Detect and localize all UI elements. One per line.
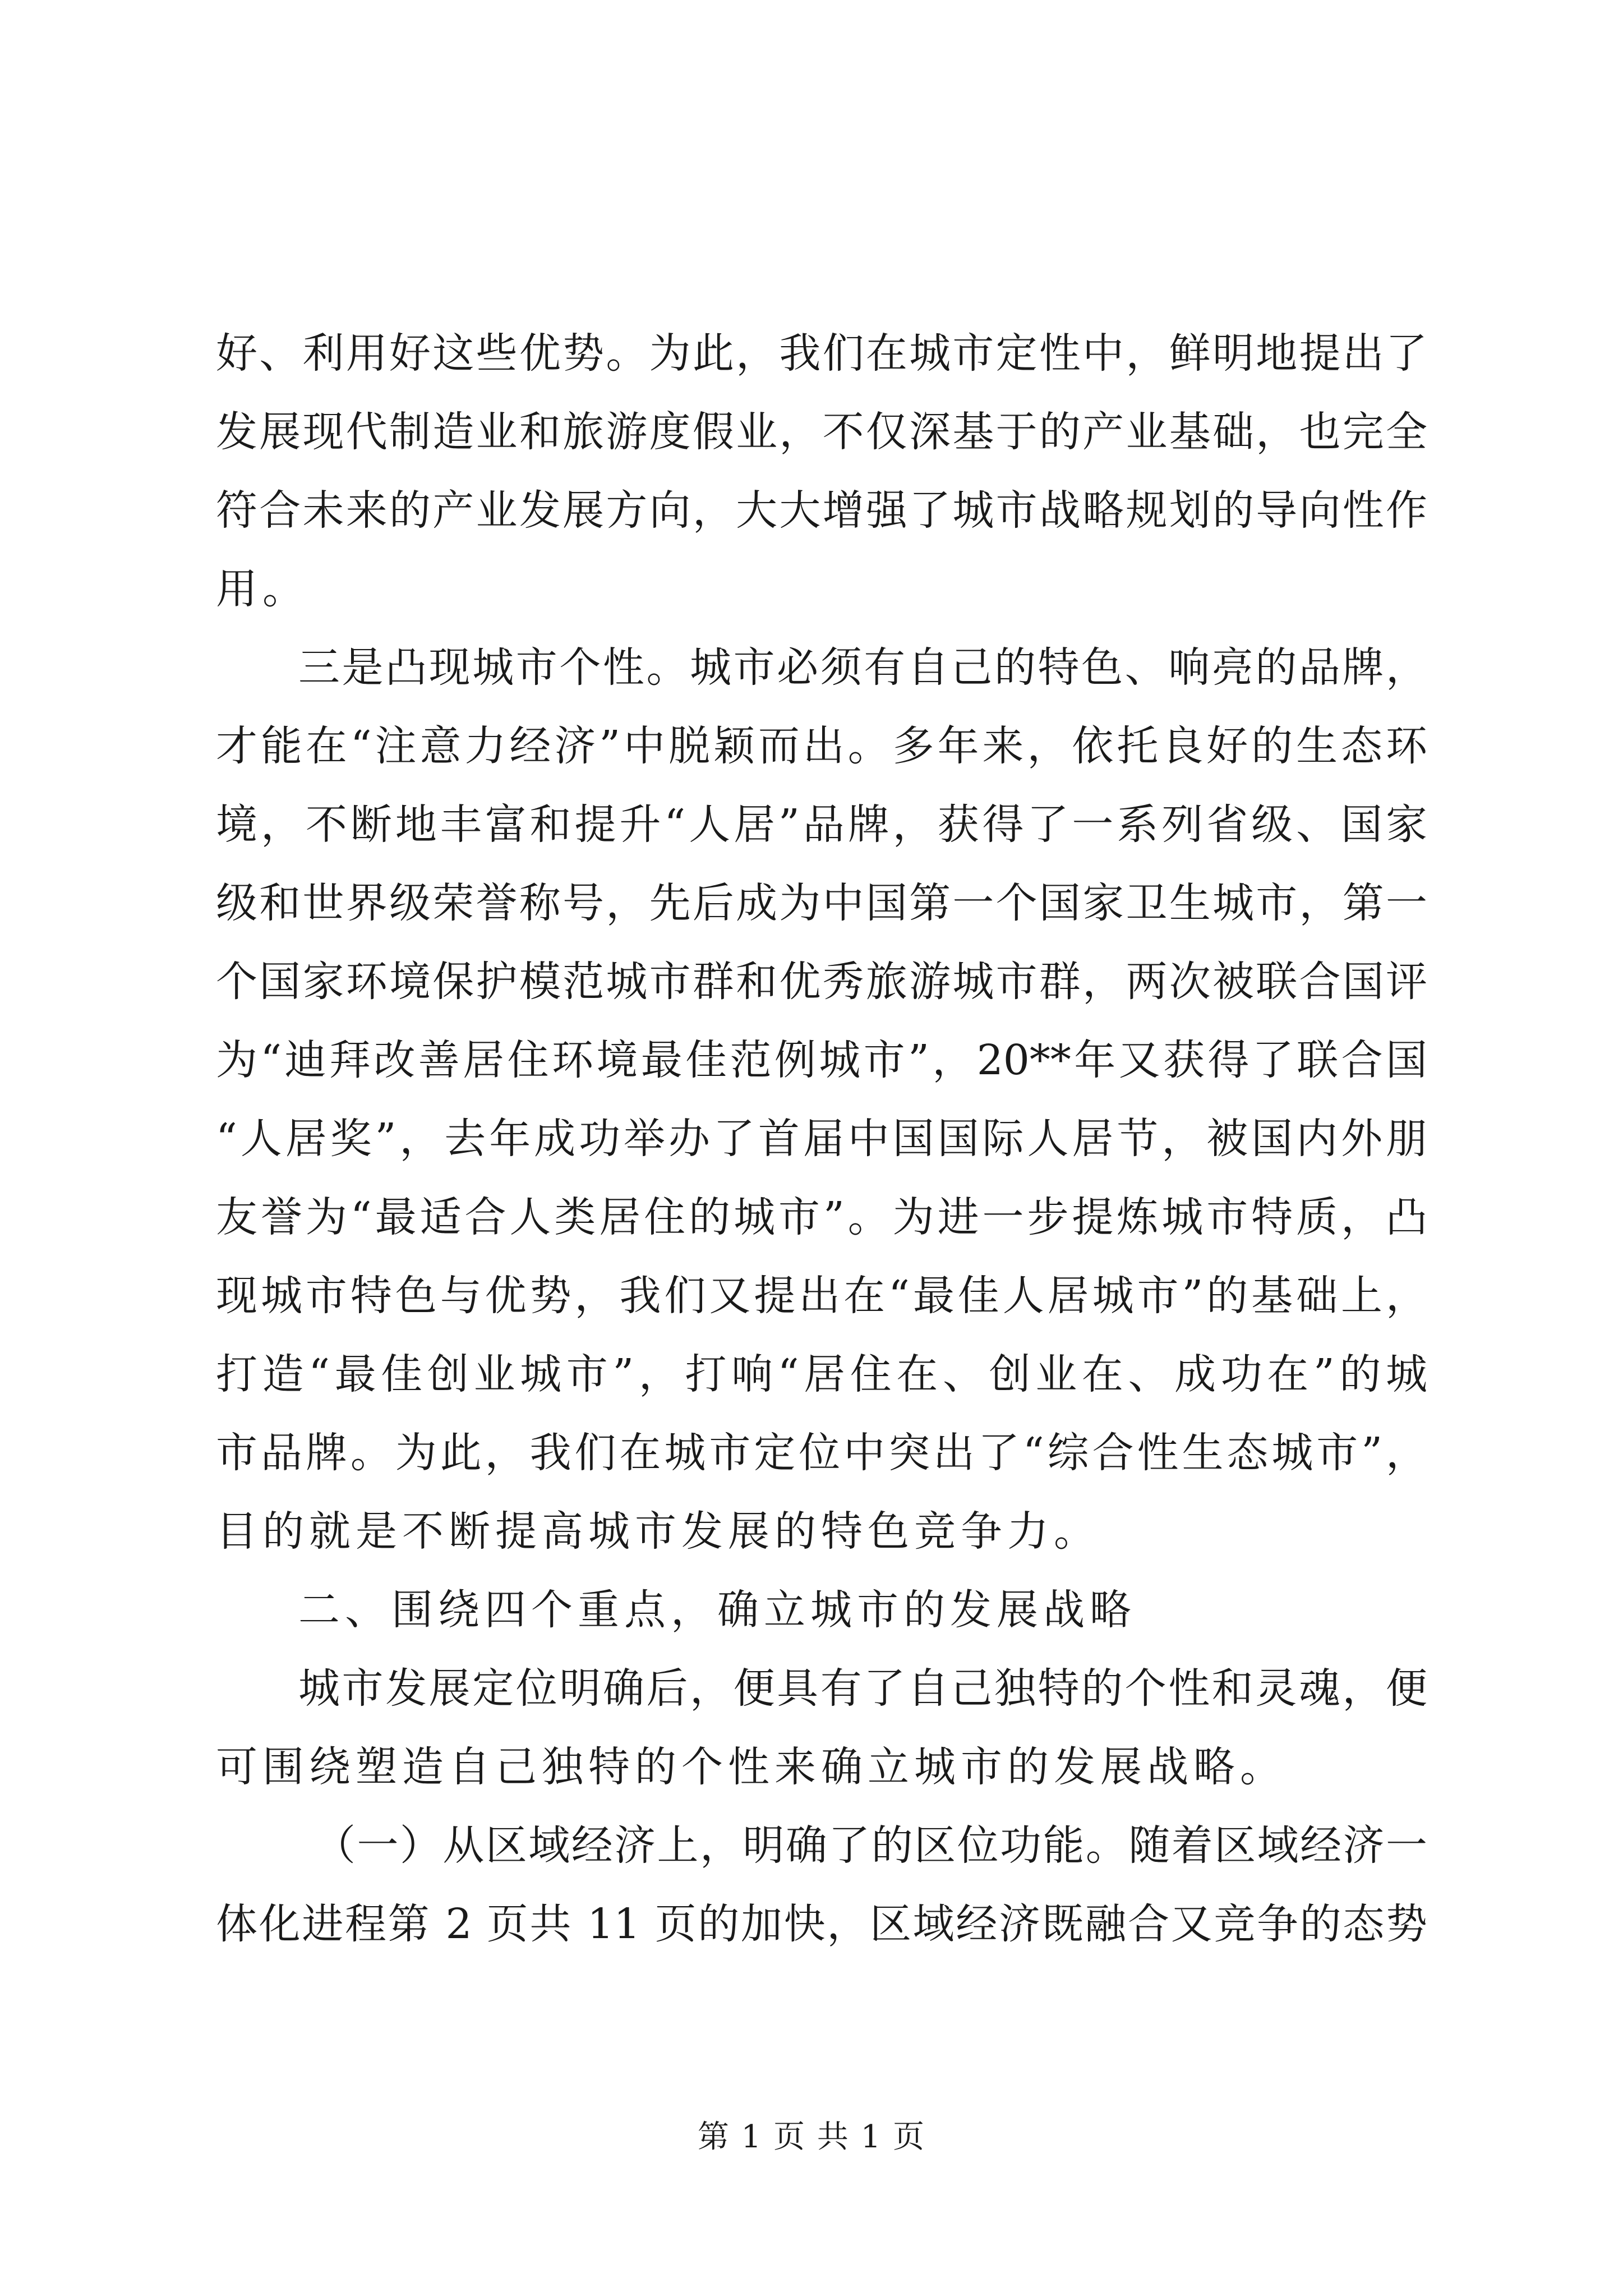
section-heading: 二、围绕四个重点，确立城市的发展战略: [298, 1586, 1136, 1634]
text-line: 友誉为“最适合人类居住的城市”。为进一步提炼城市特质，凸: [216, 1193, 1427, 1241]
text-line: 境，不断地丰富和提升“人居”品牌，获得了一系列省级、国家: [216, 800, 1427, 849]
page-footer: 第 1 页 共 1 页: [697, 2119, 926, 2155]
text-line: 才能在“注意力经济”中脱颖而出。多年来，依托良好的生态环: [216, 722, 1427, 770]
text-line: 现城市特色与优势，我们又提出在“最佳人居城市”的基础上，: [216, 1272, 1427, 1320]
text-line: 市品牌。为此，我们在城市定位中突出了“综合性生态城市”，: [216, 1429, 1427, 1477]
text-line: 发展现代制造业和旅游度假业，不仅深基于的产业基础，也完全: [216, 408, 1427, 456]
text-line: 个国家环境保护模范城市群和优秀旅游城市群，两次被联合国评: [216, 958, 1427, 1006]
text-line: 三是凸现城市个性。城市必须有自己的特色、响亮的品牌，: [298, 643, 1427, 692]
text-line: 为“迪拜改善居住环境最佳范例城市”，20**年又获得了联合国: [216, 1036, 1427, 1084]
text-line: 级和世界级荣誉称号，先后成为中国第一个国家卫生城市，第一: [216, 879, 1427, 927]
text-line: 城市发展定位明确后，便具有了自己独特的个性和灵魂，便: [298, 1664, 1427, 1713]
text-line: 好、利用好这些优势。为此，我们在城市定性中，鲜明地提出了: [216, 329, 1427, 378]
text-line: 体化进程第 2 页共 11 页的加快，区域经济既融合又竞争的态势: [216, 1900, 1427, 1948]
text-line: （一）从区域经济上，明确了的区位功能。随着区域经济一: [314, 1821, 1427, 1870]
text-line: “人居奖”，去年成功举办了首届中国国际人居节，被国内外朋: [216, 1115, 1427, 1163]
text-line: 目的就是不断提高城市发展的特色竞争力。: [216, 1507, 1100, 1556]
text-line: 用。: [216, 565, 309, 613]
text-line: 打造“最佳创业城市”，打响“居住在、创业在、成功在”的城: [216, 1350, 1427, 1398]
text-line: 可围绕塑造自己独特的个性来确立城市的发展战略。: [216, 1743, 1287, 1791]
text-line: 符合未来的产业发展方向，大大增强了城市战略规划的导向性作: [216, 486, 1427, 535]
